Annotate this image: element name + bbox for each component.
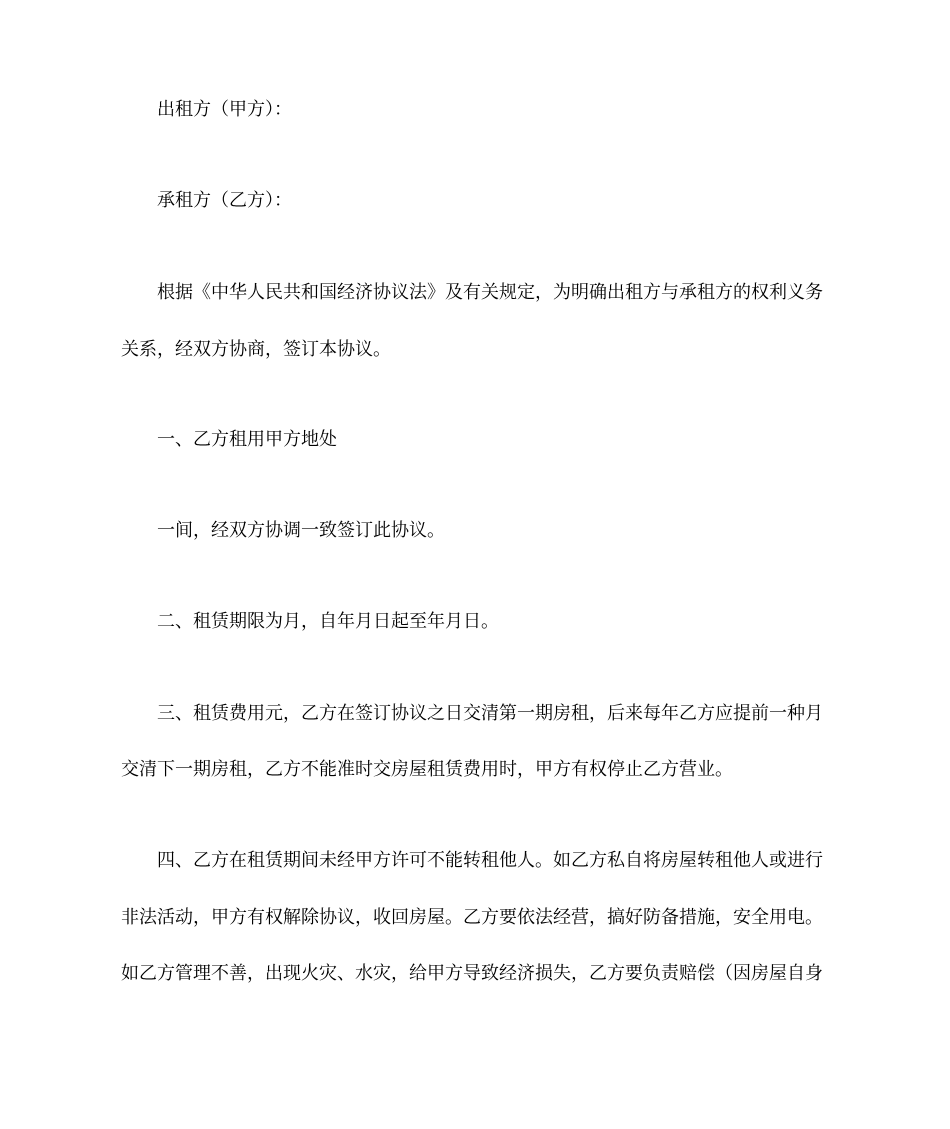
clause-1-line-2: 一间，经双方协调一致签订此协议。 (157, 520, 445, 541)
preamble-line-2: 关系，经双方协商，签订本协议。 (121, 339, 391, 360)
clause-2: 二、租赁期限为月，自年月日起至年月日。 (157, 611, 499, 632)
clause-3-line-1: 三、租赁费用元，乙方在签订协议之日交清第一期房租，后来每年乙方应提前一种月 (157, 703, 823, 724)
lessor-line: 出租方（甲方）： (157, 99, 292, 120)
preamble-line-1: 根据《中华人民共和国经济协议法》及有关规定，为明确出租方与承租方的权利义务 (157, 282, 823, 303)
clause-1-line-1: 一、乙方租用甲方地处 (157, 429, 337, 450)
lessee-line: 承租方（乙方）： (157, 190, 292, 211)
clause-3-line-2: 交清下一期房租，乙方不能准时交房屋租赁费用时，甲方有权停止乙方营业。 (121, 759, 733, 780)
clause-4-line-3: 如乙方管理不善，出现火灾、水灾，给甲方导致经济损失，乙方要负责赔偿（因房屋自身 (121, 963, 823, 984)
clause-4-line-2: 非法活动，甲方有权解除协议，收回房屋。乙方要依法经营，搞好防备措施，安全用电。 (121, 907, 823, 928)
clause-4-line-1: 四、乙方在租赁期间未经甲方许可不能转租他人。如乙方私自将房屋转租他人或进行 (157, 850, 823, 871)
